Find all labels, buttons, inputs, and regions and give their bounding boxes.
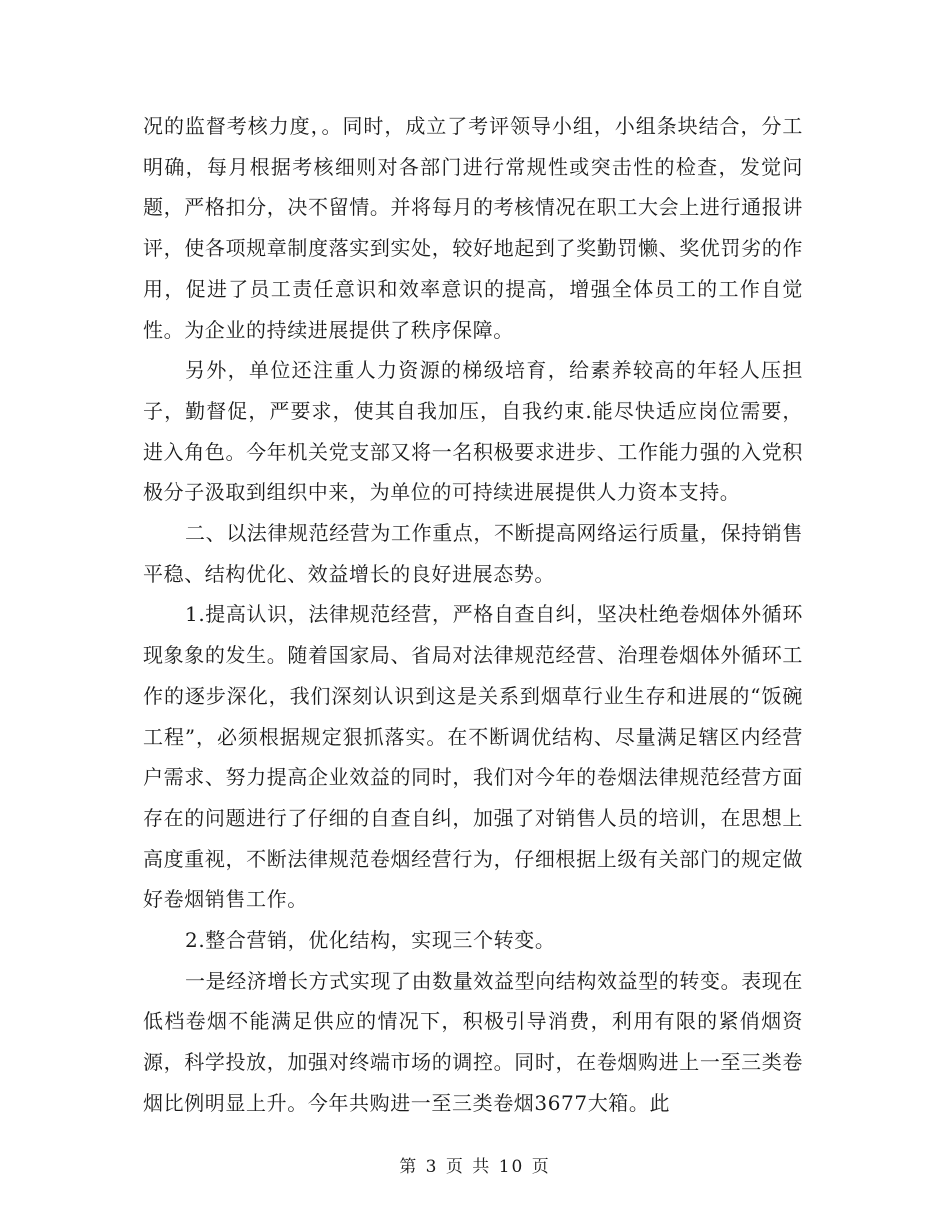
paragraph-3: 二、以法律规范经营为工作重点，不断提高网络运行质量，保持销售平稳、结构优化、效益增长的良好进展态势。: [143, 521, 803, 586]
paragraph-6: 一是经济增长方式实现了由数量效益型向结构效益型的转变。表现在低档卷烟不能满足供应的情况下，积极引导消费，利用有限的紧俏烟资源，科学投放，加强对终端市场的调控。同时，在卷烟购进上一至三类卷烟比例明显上升。今年共购进一至三类卷烟3677大箱。此: [143, 968, 803, 1115]
document-body: [143, 106, 803, 1124]
paragraph-4: 1.提高认识，法律规范经营，严格自查自纠，坚决杜绝卷烟体外循环现象象的发生。随着国家局、省局对法律规范经营、治理卷烟体外循环工作的逐步深化，我们深刻认识到这是关系到烟草行业生存和进展的“饭碗工程”，必须根据规定狠抓落实。在不断调优结构、尽量满足辖区内经营户需求、努力提高企业效益的同时，我们对今年的卷烟法律规范经营方面存在的问题进行了仔细的自查自纠，加强了对销售人员的培训，在思想上高度重视，不断法律规范卷烟经营行为，仔细根据上级有关部门的规定做好卷烟销售工作。: [143, 602, 803, 912]
page-number-footer: 第 3 页 共 10 页: [399, 1157, 551, 1177]
paragraph-2: 另外，单位还注重人力资源的梯级培育，给素养较高的年轻人压担子，勤督促，严要求，使其自我加压，自我约束.能尽快适应岗位需要，进入角色。今年机关党支部又将一名积极要求进步、工作能力强的入党积极分子汲取到组织中来，为单位的可持续进展提供人力资本支持。: [143, 358, 803, 505]
paragraph-5: 2.整合营销，优化结构，实现三个转变。: [185, 928, 556, 953]
paragraph-1: 况的监督考核力度，。同时，成立了考评领导小组，小组条块结合，分工明确，每月根据考核细则对各部门进行常规性或突击性的检查，发觉问题，严格扣分，决不留情。并将每月的考核情况在职工大会上进行通报讲评，使各项规章制度落实到实处，较好地起到了奖勤罚懒、奖优罚劣的作用，促进了员工责任意识和效率意识的提高，增强全体员工的工作自觉性。为企业的持续进展提供了秩序保障。: [143, 114, 803, 342]
